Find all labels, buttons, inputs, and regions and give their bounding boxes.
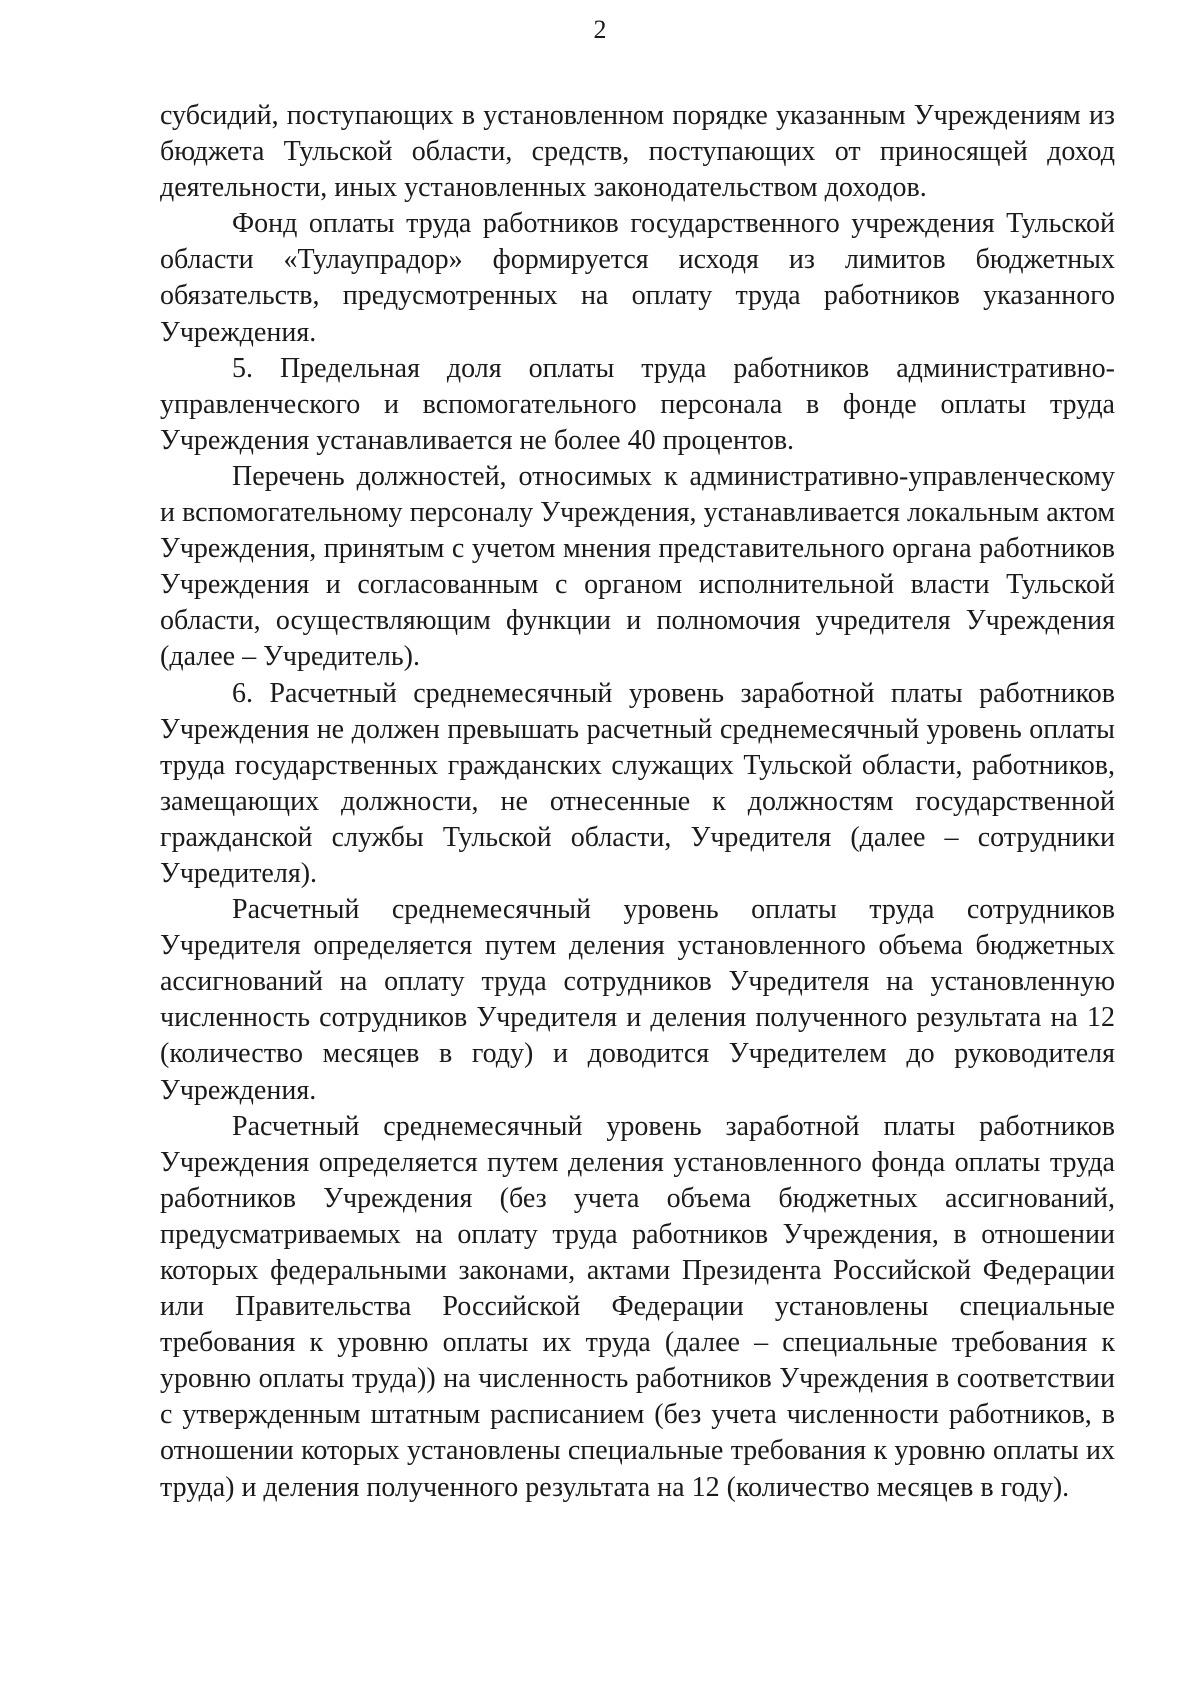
paragraph-wage-fund: Фонд оплаты труда работников государственного учреждения Тульской области «Тулаупрадор» формируется исходя из лимитов бюджетных обязательств, предусмотренных на оплату труда работников указанного Учреждения. bbox=[160, 208, 1115, 348]
page-number: 2 bbox=[593, 15, 607, 44]
paragraph-positions-list: Перечень должностей, относимых к административно-управленческому и вспомогательному персоналу Учреждения, устанавливается локальным актом Учреждения, принятым с учетом мнения представительного органа работников Учреждения и согласованным с органом исполнительной власти Тульской области, осуществляющим функции и полномочия учредителя Учреждения (далее – Учредитель). bbox=[160, 460, 1115, 673]
document-body bbox=[160, 98, 1115, 1506]
paragraph-item-5: 5. Предельная доля оплаты труда работников административно-управленческого и вспомогательного персонала в фонде оплаты труда Учреждения устанавливается не более 40 процентов. bbox=[160, 352, 1115, 456]
paragraph-continuation: субсидий, поступающих в установленном порядке указанным Учреждениям из бюджета Тульской области, средств, поступающих от приносящей доход деятельности, иных установленных законодательством доходов. bbox=[160, 100, 1115, 204]
paragraph-item-6: 6. Расчетный среднемесячный уровень заработной платы работников Учреждения не должен превышать расчетный среднемесячный уровень оплаты труда государственных гражданских служащих Тульской области, работников, замещающих должности, не отнесенные к должностям государственной гражданской службы Тульской области, Учредителя (далее – сотрудники Учредителя). bbox=[160, 677, 1115, 889]
paragraph-founder-level: Расчетный среднемесячный уровень оплаты труда сотрудников Учредителя определяется путем деления установленного объема бюджетных ассигнований на оплату труда сотрудников Учредителя на установленную численность сотрудников Учредителя и деления полученного результата на 12 (количество месяцев в году) и доводится Учредителем до руководителя Учреждения. bbox=[160, 894, 1115, 1106]
paragraph-institution-level: Расчетный среднемесячный уровень заработной платы работников Учреждения определяется путем деления установленного фонда оплаты труда работников Учреждения (без учета объема бюджетных ассигнований, предусматриваемых на оплату труда работников Учреждения, в отношении которых федеральными законами, актами Президента Российской Федерации или Правительства Российской Федерации установлены специальные требования к уровню оплаты их труда (далее – специальные требования к уровню оплаты труда)) на численность работников Учреждения в соответствии с утвержденным штатным расписанием (без учета численности работников, в отношении которых установлены специальные требования к уровню оплаты их труда) и деления полученного результата на 12 (количество месяцев в году). bbox=[160, 1110, 1115, 1503]
